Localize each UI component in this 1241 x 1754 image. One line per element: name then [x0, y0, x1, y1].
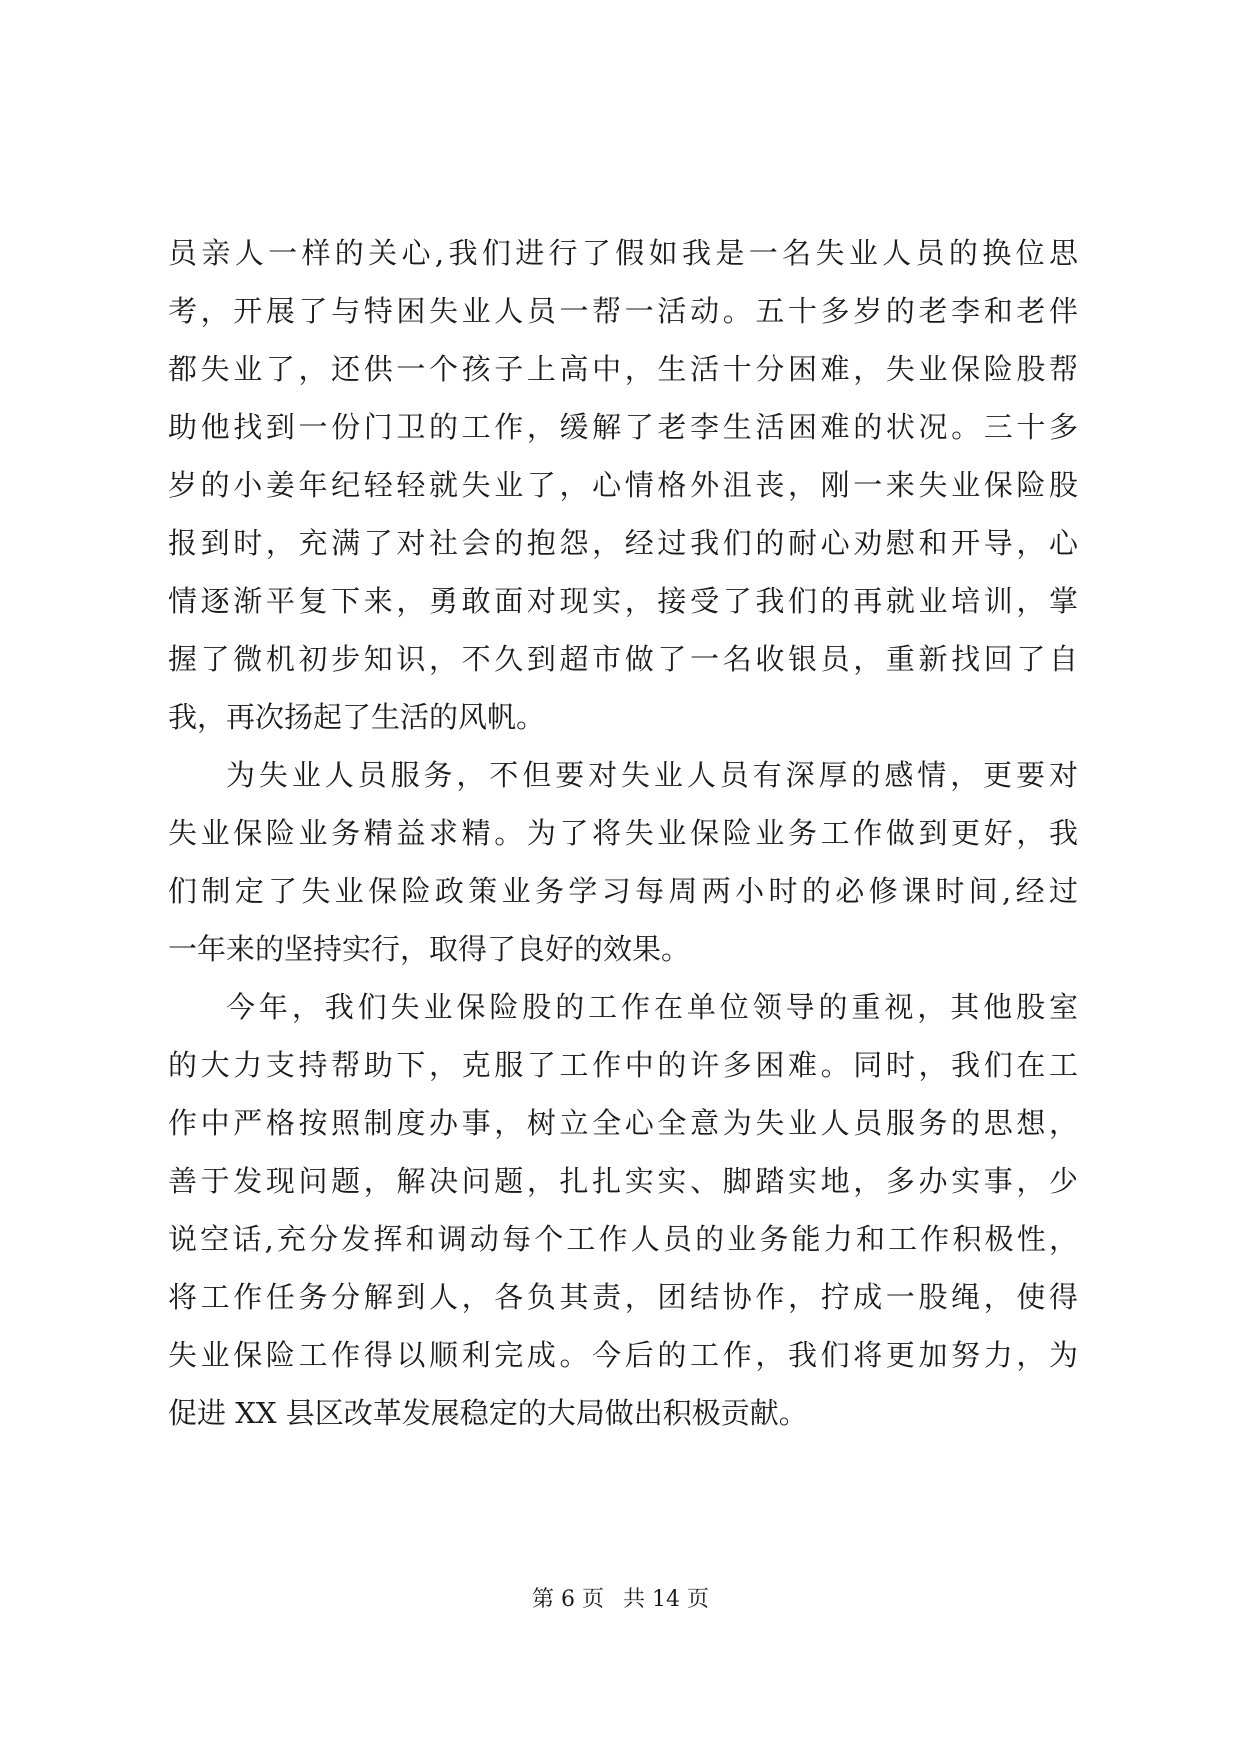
body-line: 为失业人员服务，不但要对失业人员有深厚的感情，更要对	[226, 758, 1078, 792]
body-line: 将工作任务分解到人，各负其责，团结协作，拧成一股绳，使得	[168, 1280, 1078, 1314]
body-line: 报到时，充满了对社会的抱怨，经过我们的耐心劝慰和开导，心	[168, 526, 1078, 560]
body-line: 岁的小姜年纪轻轻就失业了，心情格外沮丧，刚一来失业保险股	[168, 468, 1078, 502]
body-line: 考，开展了与特困失业人员一帮一活动。五十多岁的老李和老伴	[168, 294, 1078, 328]
body-line: 善于发现问题，解决问题，扎扎实实、脚踏实地，多办实事，少	[168, 1164, 1078, 1198]
body-line: 助他找到一份门卫的工作，缓解了老李生活困难的状况。三十多	[168, 410, 1078, 444]
body-line: 握了微机初步知识，不久到超市做了一名收银员，重新找回了自	[168, 642, 1078, 676]
body-line: 失业保险工作得以顺利完成。今后的工作，我们将更加努力，为	[168, 1338, 1078, 1372]
body-line: 员亲人一样的关心,我们进行了假如我是一名失业人员的换位思	[168, 236, 1078, 270]
body-line: 都失业了，还供一个孩子上高中，生活十分困难，失业保险股帮	[168, 352, 1078, 386]
body-line: 情逐渐平复下来，勇敢面对现实，接受了我们的再就业培训，掌	[168, 584, 1078, 618]
body-line: 一年来的坚持实行，取得了良好的效果。	[168, 932, 691, 966]
body-line: 失业保险业务精益求精。为了将失业保险业务工作做到更好，我	[168, 816, 1078, 850]
page-total: 共 14 页	[623, 1587, 709, 1612]
page-number: 第 6 页	[532, 1587, 604, 1612]
body-line: 说空话,充分发挥和调动每个工作人员的业务能力和工作积极性，	[168, 1222, 1078, 1256]
body-line: 促进 XX 县区改革发展稳定的大局做出积极贡献。	[168, 1396, 808, 1430]
body-line: 的大力支持帮助下，克服了工作中的许多困难。同时，我们在工	[168, 1048, 1078, 1082]
page-footer	[0, 1582, 1241, 1613]
body-line: 们制定了失业保险政策业务学习每周两小时的必修课时间,经过	[168, 874, 1078, 908]
body-line: 作中严格按照制度办事，树立全心全意为失业人员服务的思想，	[168, 1106, 1078, 1140]
body-text	[168, 224, 1078, 1442]
body-line: 今年，我们失业保险股的工作在单位领导的重视，其他股室	[226, 990, 1078, 1024]
body-line: 我，再次扬起了生活的风帆。	[168, 700, 546, 734]
